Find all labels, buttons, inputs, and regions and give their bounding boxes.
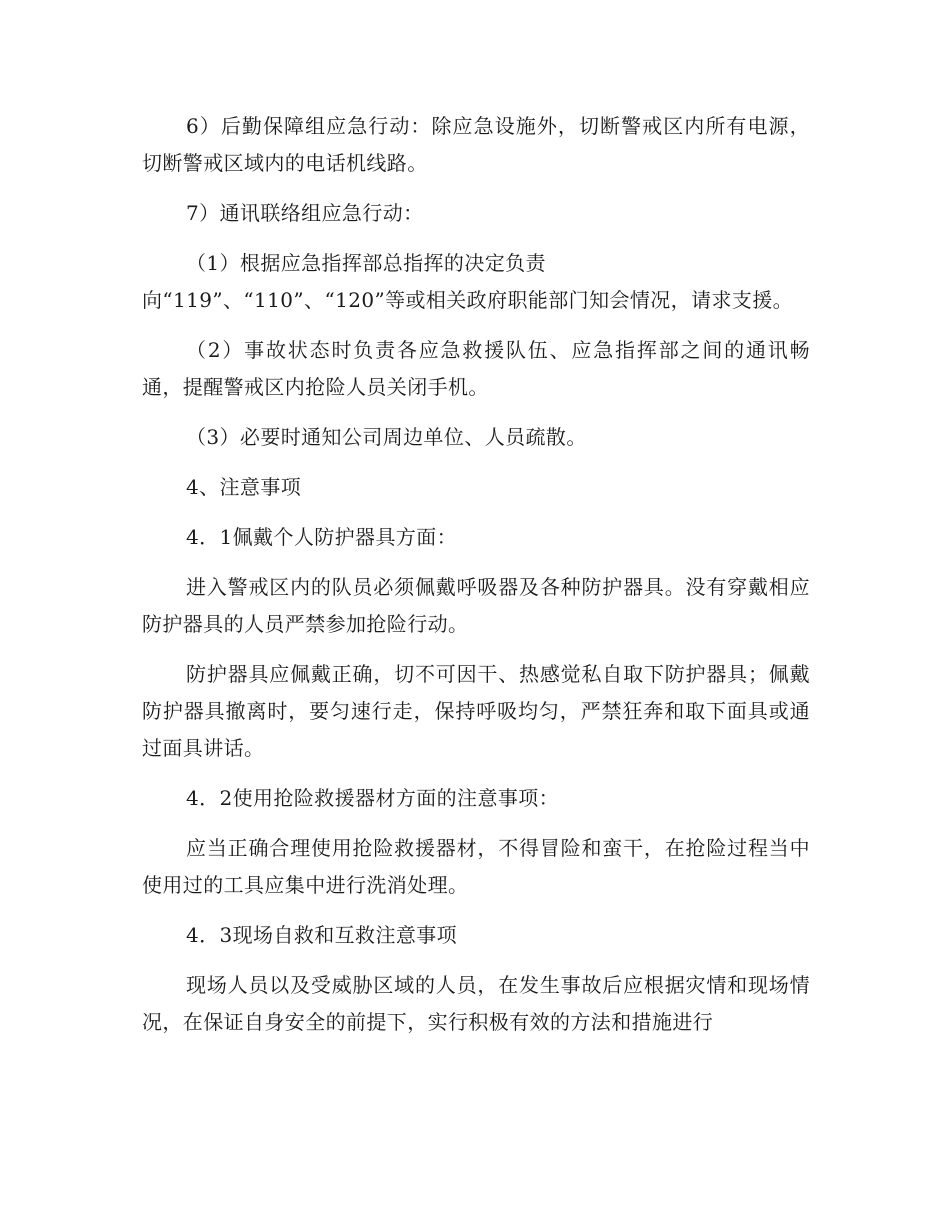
subsection-heading-4-3: 4．3现场自救和互救注意事项 xyxy=(186,923,458,947)
paragraph-communication-item-3: （3）必要时通知公司周边单位、人员疏散。 xyxy=(186,425,587,449)
section-heading-precautions: 4、注意事项 xyxy=(186,475,302,499)
paragraph-communication-item-1a: （1）根据应急指挥部总指挥的决定负责 xyxy=(186,251,546,275)
paragraph-logistics-action: 6）后勤保障组应急行动：除应急设施外，切断警戒区内所有电源，切断警戒区域内的电话机线路。 xyxy=(142,114,810,175)
paragraph-self-rescue: 现场人员以及受威胁区域的人员，在发生事故后应根据灾情和现场情况，在保证自身安全的前提下，实行积极有效的方法和措施进行 xyxy=(142,973,810,1034)
paragraph-communication-item-2: （2）事故状态时负责各应急救援队伍、应急指挥部之间的通讯畅通，提醒警戒区内抢险人员关闭手机。 xyxy=(142,338,810,399)
subsection-heading-4-2: 4．2使用抢险救援器材方面的注意事项： xyxy=(186,786,560,810)
paragraph-equipment-use: 应当正确合理使用抢险救援器材，不得冒险和蛮干，在抢险过程当中使用过的工具应集中进行洗消处理。 xyxy=(142,836,810,897)
paragraph-protective-gear-1: 进入警戒区内的队员必须佩戴呼吸器及各种防护器具。没有穿戴相应防护器具的人员严禁参加抢险行动。 xyxy=(142,575,810,636)
paragraph-communication-item-1b: 向“119”、“110”、“120”等或相关政府职能部门知会情况，请求支援。 xyxy=(142,288,794,312)
document-body xyxy=(142,108,810,1054)
subsection-heading-4-1: 4．1佩戴个人防护器具方面： xyxy=(186,525,458,549)
paragraph-protective-gear-2: 防护器具应佩戴正确，切不可因干、热感觉私自取下防护器具；佩戴防护器具撤离时，要匀速行走，保持呼吸均匀，严禁狂奔和取下面具或通过面具讲话。 xyxy=(142,662,810,760)
paragraph-communication-heading: 7）通讯联络组应急行动： xyxy=(186,201,424,225)
